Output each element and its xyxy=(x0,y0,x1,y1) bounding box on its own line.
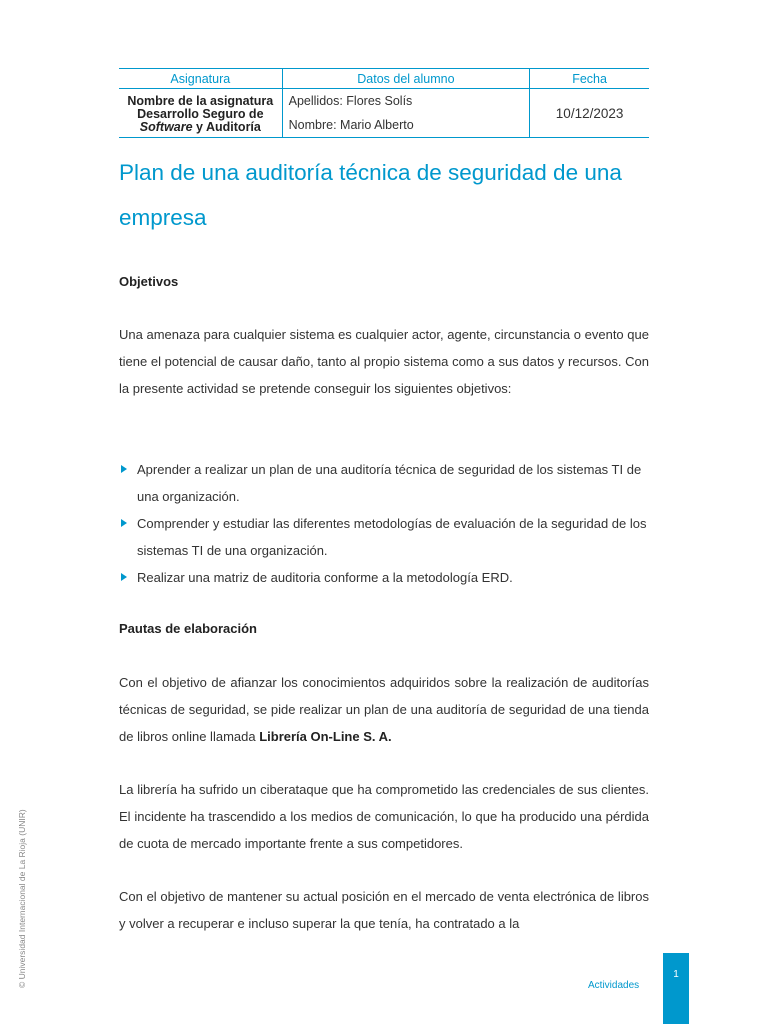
objective-paragraph: Con el objetivo de mantener su actual posición en el mercado de venta electrónica de libros y volver a recuperar e incluso superar la que tenía, ha contratado a la xyxy=(119,889,649,931)
subject-cell xyxy=(119,89,282,138)
pautas-heading: Pautas de elaboración xyxy=(119,621,257,636)
objetivos-heading: Objetivos xyxy=(119,274,179,289)
nombre-cell: Nombre: Mario Alberto xyxy=(282,113,530,138)
apellidos-cell: Apellidos: Flores Solís xyxy=(282,89,530,114)
col-subject-header: Asignatura xyxy=(119,69,282,89)
header-table xyxy=(119,68,649,138)
bullet-text-2: Comprender y estudiar las diferentes metodologías de evaluación de la seguridad de los sistemas TI de una organización. xyxy=(137,516,647,558)
list-item xyxy=(119,510,649,564)
col-date-header: Fecha xyxy=(530,69,649,89)
subject-line3 xyxy=(119,121,282,134)
title-line1: Plan de una auditoría técnica de seguridad de una xyxy=(119,160,622,185)
date-cell: 10/12/2023 xyxy=(530,89,649,138)
footer-label: Actividades xyxy=(588,980,640,991)
bullet-text-3: Realizar una matriz de auditoria conforme a la metodología ERD. xyxy=(137,570,513,585)
objetivos-paragraph: Una amenaza para cualquier sistema es cualquier actor, agente, circunstancia o evento que tiene el potencial de causar daño, tanto al propio sistema como a sus datos y recursos. Con la presente actividad se pretende conseguir los siguientes objetivos: xyxy=(119,327,649,396)
subject-italic: Software xyxy=(139,120,193,134)
page-number-box xyxy=(663,953,689,1024)
col-student-header: Datos del alumno xyxy=(282,69,530,89)
pautas-paragraph xyxy=(119,669,649,750)
copyright-side-text: © Universidad Internacional de La Rioja (UNIR) xyxy=(17,809,27,988)
list-item xyxy=(119,456,649,510)
bullet-triangle-icon xyxy=(121,465,127,473)
document-title xyxy=(119,150,659,240)
header-row-values-1 xyxy=(119,89,649,114)
incident-paragraph: La librería ha sufrido un ciberataque que ha comprometido las credenciales de sus clientes. El incidente ha trascendido a los medios de comunicación, lo que ha producido una pérdida de cuota de mercado importante frente a sus competidores. xyxy=(119,782,649,851)
pautas-paragraph-text: Con el objetivo de afianzar los conocimientos adquiridos sobre la realización de auditorías técnicas de seguridad, se pide realizar un plan de una auditoría de seguridad de una tienda de libros online llamada xyxy=(119,675,649,744)
subject-line1: Nombre de la asignatura xyxy=(127,94,274,108)
title-line2: empresa xyxy=(119,205,207,230)
page-number: 1 xyxy=(673,969,679,980)
bullet-triangle-icon xyxy=(121,519,127,527)
bullet-text-1: Aprender a realizar un plan de una auditoría técnica de seguridad de los sistemas TI de una organización. xyxy=(137,462,642,504)
list-item xyxy=(119,564,649,591)
subject-rest: y Auditoría xyxy=(192,120,261,134)
header-row xyxy=(119,69,649,89)
company-name: Librería On-Line S. A. xyxy=(259,729,392,744)
objectives-list xyxy=(119,456,649,591)
subject-line2: Desarrollo Seguro de xyxy=(137,107,264,121)
bullet-triangle-icon xyxy=(121,573,127,581)
